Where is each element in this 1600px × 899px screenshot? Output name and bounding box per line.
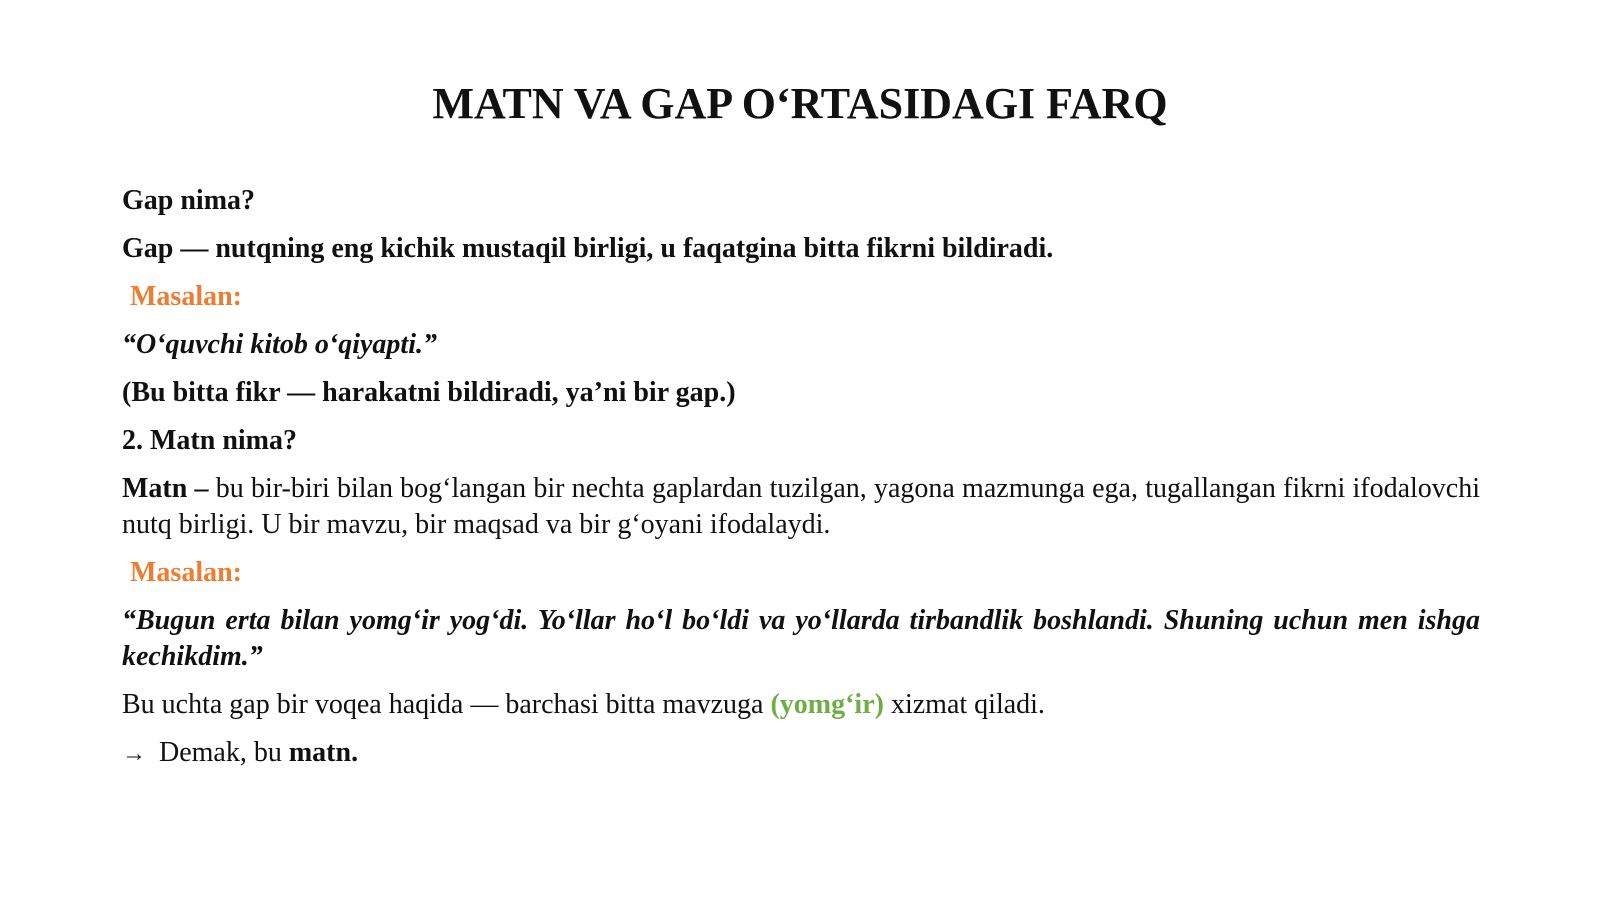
summary-before: Bu uchta gap bir voqea haqida — barchasi bitta mavzuga <box>122 689 771 720</box>
matn-example: “Bugun erta bilan yomg‘ir yog‘di. Yo‘llar ho‘l bo‘ldi va yo‘llarda tirbandlik boshlandi. Shuning uchun men ishga kechikdim.” <box>122 605 1480 672</box>
matn-definition-paragraph <box>122 471 1480 543</box>
gap-definition: Gap — nutqning eng kichik mustaqil birligi, u faqatgina bitta fikrni bildiradi. <box>122 233 1054 264</box>
gap-explanation: (Bu bitta fikr — harakatni bildiradi, ya’ni bir gap.) <box>122 377 736 408</box>
matn-definition: bu bir-biri bilan bog‘langan bir nechta gaplardan tuzilgan, yagona mazmunga ega, tugallangan fikrni ifodalovchi nutq birligi. U bir mavzu, bir maqsad va bir g‘oyani ifodalaydi. <box>122 473 1480 540</box>
summary-highlight: (yomg‘ir) <box>770 689 884 720</box>
summary-after: xizmat qiladi. <box>883 689 1045 720</box>
slide-title: MATN VA GAP O‘RTASIDAGI FARQ <box>432 79 1168 128</box>
gap-example: “O‘quvchi kitob o‘qiyapti.” <box>122 329 437 360</box>
conclusion-paragraph <box>122 735 1480 772</box>
summary-paragraph <box>122 687 1480 723</box>
matn-heading: 2. Matn nima? <box>122 425 297 456</box>
example-label-matn: Masalan: <box>130 557 242 588</box>
matn-term: Matn – <box>122 473 209 504</box>
slide-content <box>122 183 1480 772</box>
right-arrow-icon: → <box>122 741 146 767</box>
example-label-gap: Masalan: <box>130 281 242 312</box>
conclusion-bold: matn. <box>288 737 359 768</box>
gap-heading: Gap nima? <box>122 185 256 216</box>
conclusion-text: Demak, bu <box>152 737 289 768</box>
